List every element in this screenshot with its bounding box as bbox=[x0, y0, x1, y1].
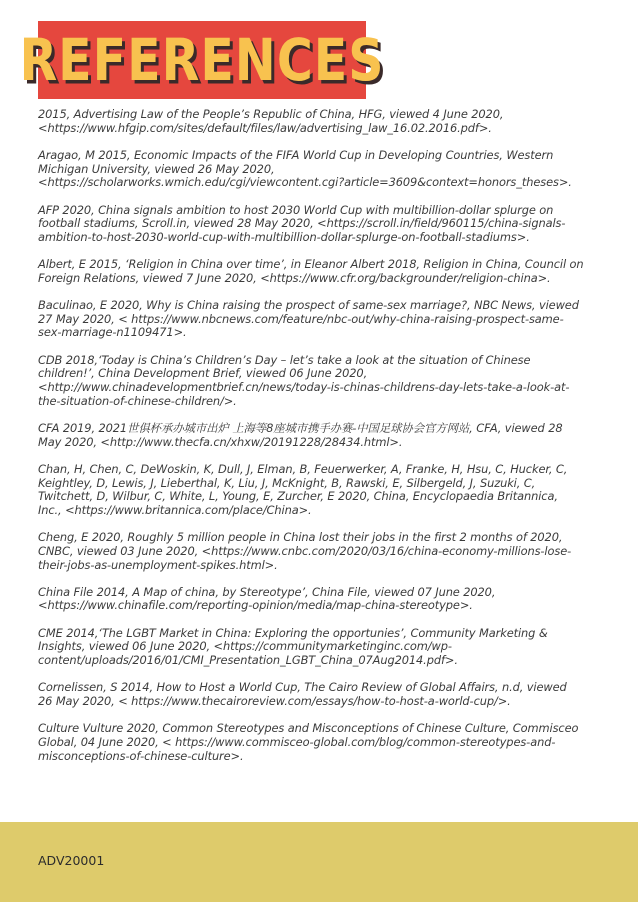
footer-band bbox=[0, 822, 638, 902]
reference-item: China File 2014, A Map of china, by Stereotype’, China File, viewed 07 June 2020, <https://www.chinafile.com/reporting-opinion/media/map-china-stereotype>. bbox=[38, 584, 496, 613]
reference-item: Albert, E 2015, ‘Religion in China over time’, in Eleanor Albert 2018, Religion in China, Council on Foreign Relations, viewed 7 June 2020, <https://www.cfr.org/backgrounder/religion-china>. bbox=[38, 257, 584, 285]
page-title: REFERENCES bbox=[19, 26, 385, 94]
reference-list bbox=[38, 108, 584, 777]
reference-item: AFP 2020, China signals ambition to host 2030 World Cup with multibillion-dollar splurge on football stadiums, Scroll.in, viewed 28 May 2020, <https://scroll.in/field/960115/china-signals-ambition-to-host-2030-world-cup-with-multibillion-dollar-splurge-on-football-stadiums>. bbox=[38, 202, 566, 244]
reference-item: Chan, H, Chen, C, DeWoskin, K, Dull, J, Elman, B, Feuerwerker, A, Franke, H, Hsu, C, Hucker, C, Keightley, D, Lewis, J, Lieberthal, K, Liu, J, McKnight, B, Rawski, E, Silbergeld, J, Suzuki, C, Twitchett, D, Wilbur, C, White, L, Young, E, Zurcher, E 2020, China, Encyclopaedia Britannica, Inc., <https://www.britannica.com/place/China>. bbox=[38, 461, 568, 517]
reference-item: CFA 2019, 2021世俱杯承办城市出炉 上海等8座城市携手办赛-中国足球协会官方网站, CFA, viewed 28 May 2020, <http://www.thecfa.cn/xhxw/20191228/28434.html>. bbox=[38, 420, 563, 449]
title-banner bbox=[19, 21, 385, 99]
course-code: ADV20001 bbox=[38, 853, 105, 868]
reference-item: Cornelissen, S 2014, How to Host a World Cup, The Cairo Review of Global Affairs, n.d, viewed 26 May 2020, < https://www.thecairoreview.com/essays/how-to-host-a-world-cup/>. bbox=[38, 680, 567, 708]
reference-item: CME 2014,‘The LGBT Market in China: Exploring the opportunies’, Community Marketing & Insights, viewed 06 June 2020, <https://communitymarketinginc.com/wp-content/uploads/2016/01/CMI_Presentation_LGBT_China_07Aug2014.pdf>. bbox=[38, 625, 548, 668]
reference-item: Baculinao, E 2020, Why is China raising the prospect of same-sex marriage?, NBC News, viewed 27 May 2020, < https://www.nbcnews.com/feature/nbc-out/why-china-raising-prospect-same-sex-marriage-n1109471>. bbox=[38, 298, 579, 340]
reference-item: Culture Vulture 2020, Common Stereotypes and Misconceptions of Chinese Culture, Commisceo Global, 04 June 2020, < https://www.commisceo-global.com/blog/common-stereotypes-and-misconceptions-of-chinese-culture>. bbox=[38, 721, 579, 763]
reference-item: Cheng, E 2020, Roughly 5 million people in China lost their jobs in the first 2 months of 2020, CNBC, viewed 03 June 2020, <https://www.cnbc.com/2020/03/16/china-economy-millions-lose-their-jobs-as-unemployment-spikes.html>. bbox=[38, 530, 572, 572]
reference-item: Aragao, M 2015, Economic Impacts of the FIFA World Cup in Developing Countries, Western Michigan University, viewed 26 May 2020, <https://scholarworks.wmich.edu/cgi/viewcontent.cgi?article=3609&context=honors_theses>. bbox=[38, 147, 572, 190]
reference-item: CDB 2018,‘Today is China’s Children’s Day – let’s take a look at the situation of Chinese children!’, China Development Brief, viewed 06 June 2020, <http://www.chinadevelopmentbrief.cn/news/today-is-chinas-childrens-day-lets-take-a-look-at-the-situation-of-chinese-children/>. bbox=[38, 352, 570, 408]
reference-item: 2015, Advertising Law of the People’s Republic of China, HFG, viewed 4 June 2020, <https://www.hfgip.com/sites/default/files/law/advertising_law_16.02.2016.pdf>. bbox=[38, 107, 504, 135]
